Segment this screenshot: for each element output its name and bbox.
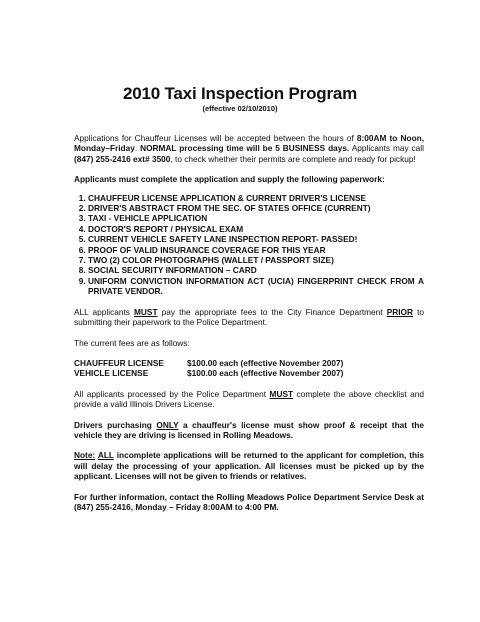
- list-item: 3. TAXI - VEHICLE APPLICATION: [88, 213, 424, 223]
- fees-table: [74, 358, 424, 379]
- note-text: incomplete applications will be returned to the applicant for completion, this will delay the processing of your application. All licenses must be picked up by the applicant. Licenses will not be given to friends or relatives.: [74, 450, 424, 482]
- fees-text: ALL applicants: [74, 306, 135, 317]
- police-paragraph: [74, 389, 424, 410]
- fees-paragraph: [74, 307, 424, 328]
- processing-time: NORMAL processing time will be 5 BUSINESS days.: [140, 143, 350, 154]
- document-title: 2010 Taxi Inspection Program: [122, 84, 358, 103]
- emphasis-must: MUST: [134, 306, 158, 317]
- contact-paragraph: For further information, contact the Rolling Meadows Police Department Service Desk at (847) 255-2416, Monday – Friday 8:00AM to 4:00 PM.: [74, 491, 424, 512]
- note-label: Note:: [74, 450, 96, 461]
- fee-label: CHAUFFEUR LICENSE: [74, 357, 164, 368]
- office-hours: 8:00AM to Noon, Monday–Friday: [74, 133, 425, 154]
- police-text: complete the above checklist and provide a valid Illinois Drivers License.: [74, 388, 424, 410]
- drivers-text: a chauffeur's license must show proof & receipt that the vehicle they are driving is licensed in Rolling Meadows.: [74, 419, 424, 440]
- list-item: 4. DOCTOR'S REPORT / PHYSICAL EXAM: [88, 224, 424, 234]
- phone-number: (847) 255-2416 ext# 3500: [74, 153, 171, 164]
- fee-value: $100.00 each (effective November 2007): [187, 368, 344, 379]
- police-text: All applicants processed by the Police Department: [74, 388, 270, 399]
- requirements-intro: Applicants must complete the application and supply the following paperwork:: [74, 174, 385, 185]
- intro-text: Applicants may call: [349, 143, 424, 154]
- fees-intro: The current fees are as follows:: [74, 337, 190, 348]
- emphasis-all: ALL: [97, 450, 114, 461]
- fee-row: [74, 368, 424, 378]
- document-subtitle: (effective 02/10/2010): [202, 104, 278, 113]
- intro-text: .: [134, 143, 141, 154]
- list-item: 2. DRIVER'S ABSTRACT FROM THE SEC. OF STATES OFFICE (CURRENT): [88, 203, 424, 213]
- drivers-text: Drivers purchasing: [74, 419, 157, 430]
- note-paragraph: [74, 450, 424, 481]
- list-item: 7. TWO (2) COLOR PHOTOGRAPHS (WALLET / PASSPORT SIZE): [88, 255, 424, 265]
- list-item: 6. PROOF OF VALID INSURANCE COVERAGE FOR THIS YEAR: [88, 245, 424, 255]
- list-item: 5. CURRENT VEHICLE SAFETY LANE INSPECTION REPORT- PASSED!: [88, 234, 424, 244]
- fee-value: $100.00 each (effective November 2007): [187, 357, 344, 368]
- drivers-paragraph: [74, 420, 424, 441]
- fees-text: to submitting their paperwork to the Police Department.: [74, 306, 424, 328]
- list-item: 9. UNIFORM CONVICTION INFORMATION ACT (UCIA) FINGERPRINT CHECK FROM A PRIVATE VENDOR.: [88, 276, 424, 297]
- fee-row: [74, 358, 424, 368]
- list-item: 8. SOCIAL SECURITY INFORMATION – CARD: [88, 265, 424, 275]
- emphasis-must: MUST: [269, 388, 294, 399]
- emphasis-only: ONLY: [156, 419, 179, 430]
- intro-text: Applications for Chauffeur Licenses will be accepted between the hours of: [74, 133, 357, 143]
- emphasis-prior: PRIOR: [386, 306, 413, 317]
- fees-text: pay the appropriate fees to the City Finance Department: [157, 306, 387, 317]
- document-body: [74, 133, 424, 522]
- intro-paragraph: [74, 133, 424, 164]
- requirements-list: [74, 193, 424, 297]
- intro-text: , to check whether their permits are complete and ready for pickup!: [170, 153, 416, 164]
- fee-label: VEHICLE LICENSE: [74, 368, 149, 379]
- list-item: 1. CHAUFFEUR LICENSE APPLICATION & CURRENT DRIVER'S LICENSE: [88, 193, 424, 203]
